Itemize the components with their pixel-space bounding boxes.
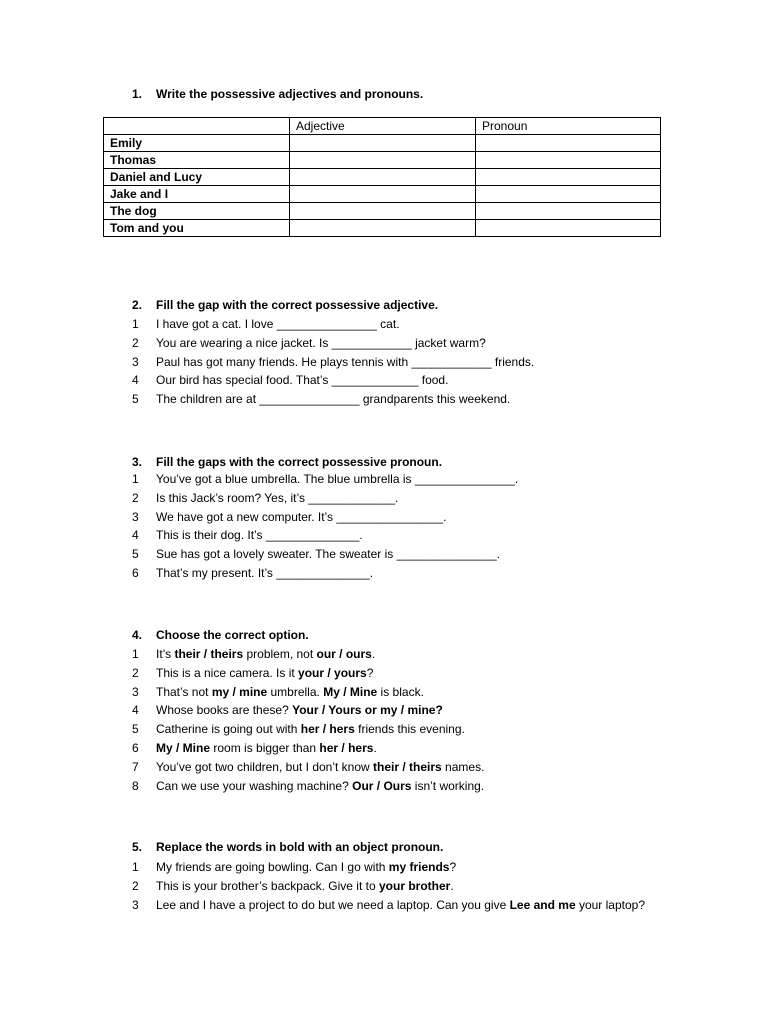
table-row [104, 152, 661, 169]
item-number: 3 [132, 897, 139, 912]
table-row-label: Jake and I [104, 186, 290, 203]
item-text [156, 703, 443, 717]
item-number: 4 [132, 373, 139, 388]
adjective-cell [290, 152, 476, 169]
text-part: This is your brother’s backpack. Give it to [156, 878, 379, 893]
option-choice: Our / Ours [352, 778, 412, 793]
table-row [104, 169, 661, 186]
item-text: Paul has got many friends. He plays tennis with ____________ friends. [156, 354, 535, 369]
bold-words: your brother [378, 878, 451, 893]
table-row-label: Emily [104, 135, 290, 152]
option-choice: My / Mine [156, 740, 211, 755]
list-item [132, 645, 484, 664]
text-part: My friends are going bowling. Can I go with [156, 860, 389, 874]
text-part: friends this evening. [354, 722, 465, 737]
item-text [156, 647, 375, 661]
text-part: room is bigger than [210, 740, 320, 755]
text-part: You’ve got two children, but I don’t know [156, 759, 374, 774]
adjective-cell [290, 169, 476, 186]
item-number: 8 [132, 778, 139, 793]
item-number: 1 [132, 472, 139, 486]
list-item [132, 739, 484, 758]
option-choice: their / theirs [174, 647, 244, 661]
section-title: Fill the gaps with the correct possessive pronoun. [156, 455, 443, 469]
item-number: 5 [132, 722, 139, 737]
list-item [132, 564, 518, 583]
list-item [132, 371, 534, 390]
section-title: Write the possessive adjectives and pronouns. [156, 87, 424, 101]
item-number: 1 [132, 860, 139, 874]
section-title: Choose the correct option. [156, 628, 309, 642]
section-number: 1. [132, 87, 143, 101]
pronoun-cell [476, 220, 661, 237]
item-text: The children are at _______________ grandparents this weekend. [156, 392, 511, 407]
option-choice: your / yours [298, 665, 367, 680]
list-item [132, 526, 518, 545]
table-row [104, 220, 661, 237]
section-number: 4. [132, 628, 143, 642]
pronoun-cell [476, 135, 661, 152]
item-text [156, 685, 424, 699]
list-item [132, 545, 518, 564]
list-item [132, 896, 646, 915]
adjective-cell [290, 186, 476, 203]
section-title: Fill the gap with the correct possessive adjective. [156, 298, 439, 312]
item-number: 4 [132, 703, 139, 718]
item-text: You’ve got a blue umbrella. The blue umbrella is _______________. [156, 472, 519, 486]
table-row-label: The dog [104, 203, 290, 220]
item-text: I have got a cat. I love _______________ cat. [156, 317, 400, 331]
table-row-label: Thomas [104, 152, 290, 169]
text-part: This is a nice camera. Is it [156, 665, 299, 680]
list-item [132, 664, 484, 683]
text-part: your laptop? [575, 897, 646, 912]
list-item [132, 334, 534, 353]
item-text: That’s my present. It’s ______________. [156, 565, 374, 580]
text-part: . [373, 740, 377, 755]
item-number: 2 [132, 490, 139, 505]
text-part: isn’t working. [411, 778, 485, 793]
table-header-cell [104, 118, 290, 135]
section-number: 3. [132, 455, 143, 469]
item-text: Is this Jack’s room? Yes, it’s _____________. [156, 490, 399, 505]
pronoun-cell [476, 152, 661, 169]
pronoun-cell [476, 186, 661, 203]
option-choice: or [361, 703, 381, 718]
list-item [132, 489, 518, 508]
item-text [156, 666, 373, 680]
item-text: Our bird has special food. That’s _____________ food. [156, 373, 449, 388]
adjective-cell [290, 203, 476, 220]
section-4-heading [132, 628, 309, 642]
list-item [132, 720, 484, 739]
text-part: umbrella. [267, 684, 324, 699]
list-item [132, 470, 518, 489]
section-number: 2. [132, 298, 143, 312]
item-number: 3 [132, 354, 139, 369]
pronoun-cell [476, 169, 661, 186]
section-number: 5. [132, 840, 143, 854]
option-choice: her / hers [300, 722, 355, 737]
possessives-table [103, 117, 661, 237]
item-text: You are wearing a nice jacket. Is ____________ jacket warm? [156, 335, 486, 350]
text-part: is black. [377, 684, 424, 699]
option-choice: their / theirs [373, 759, 442, 774]
item-number: 1 [132, 647, 139, 661]
section-5-heading [132, 840, 443, 854]
item-text [156, 879, 454, 893]
text-part: ? [449, 860, 457, 874]
item-number: 5 [132, 547, 139, 562]
text-part: . [450, 878, 454, 893]
list-item [132, 390, 534, 409]
item-number: 3 [132, 509, 139, 524]
option-choice: my / mine [380, 703, 436, 718]
list-item [132, 758, 484, 777]
item-number: 1 [132, 317, 139, 331]
table-row [104, 186, 661, 203]
option-choice: ? [435, 703, 443, 718]
item-text: This is their dog. It’s ______________. [156, 528, 363, 543]
list-item [132, 701, 484, 720]
section-5-list [132, 858, 646, 914]
item-text [156, 860, 456, 874]
text-part: . [371, 647, 376, 661]
item-number: 6 [132, 565, 139, 580]
item-number: 6 [132, 740, 139, 755]
item-number: 2 [132, 878, 139, 893]
option-choice: my / mine [211, 684, 268, 699]
item-number: 2 [132, 665, 139, 680]
section-3-heading [132, 455, 442, 469]
item-text [156, 896, 646, 915]
item-number: 7 [132, 759, 139, 774]
table-header-cell: Pronoun [476, 118, 661, 135]
section-3-list [132, 470, 518, 583]
list-item [132, 683, 484, 702]
item-number: 2 [132, 335, 139, 350]
item-text [156, 779, 484, 793]
text-part: Catherine is going out with [156, 722, 301, 737]
item-text: Sue has got a lovely sweater. The sweater is _______________. [156, 547, 501, 562]
item-number: 3 [132, 684, 139, 699]
bold-words: my friends [388, 860, 450, 874]
section-2-heading [132, 298, 438, 312]
section-4-list [132, 645, 484, 795]
section-1-heading [132, 87, 423, 101]
adjective-cell [290, 220, 476, 237]
table-row-label: Daniel and Lucy [104, 169, 290, 186]
list-item [132, 777, 484, 796]
adjective-cell [290, 135, 476, 152]
text-part: names. [441, 759, 485, 774]
table-header-cell: Adjective [290, 118, 476, 135]
option-choice: our / ours [316, 647, 372, 661]
section-title: Replace the words in bold with an object pronoun. [156, 840, 444, 854]
text-part: ? [366, 665, 374, 680]
bold-words: Lee and me [509, 897, 576, 912]
option-choice: her / hers [319, 740, 374, 755]
option-choice: My / Mine [323, 684, 378, 699]
item-number: 4 [132, 528, 139, 543]
pronoun-cell [476, 203, 661, 220]
list-item [132, 353, 534, 372]
text-part: Lee and I have a project to do but we need a laptop. Can you give [156, 897, 510, 912]
text-part: Can we use your washing machine? [156, 778, 353, 793]
table-row [104, 203, 661, 220]
table-row-label: Tom and you [104, 220, 290, 237]
item-text: We have got a new computer. It’s ________________. [156, 509, 447, 524]
text-part: That’s not [156, 684, 212, 699]
item-text [156, 722, 465, 736]
list-item [132, 315, 534, 334]
item-text [156, 741, 377, 755]
table-row [104, 135, 661, 152]
table-header-row [104, 118, 661, 135]
list-item [132, 877, 646, 896]
text-part: Whose books are these? [156, 703, 293, 718]
option-choice: Your / Yours [292, 703, 362, 718]
list-item [132, 508, 518, 527]
section-2-list [132, 315, 534, 409]
text-part: It’s [156, 647, 175, 661]
item-text [156, 760, 484, 774]
text-part: problem, not [243, 647, 317, 661]
item-number: 5 [132, 392, 139, 407]
list-item [132, 858, 646, 877]
